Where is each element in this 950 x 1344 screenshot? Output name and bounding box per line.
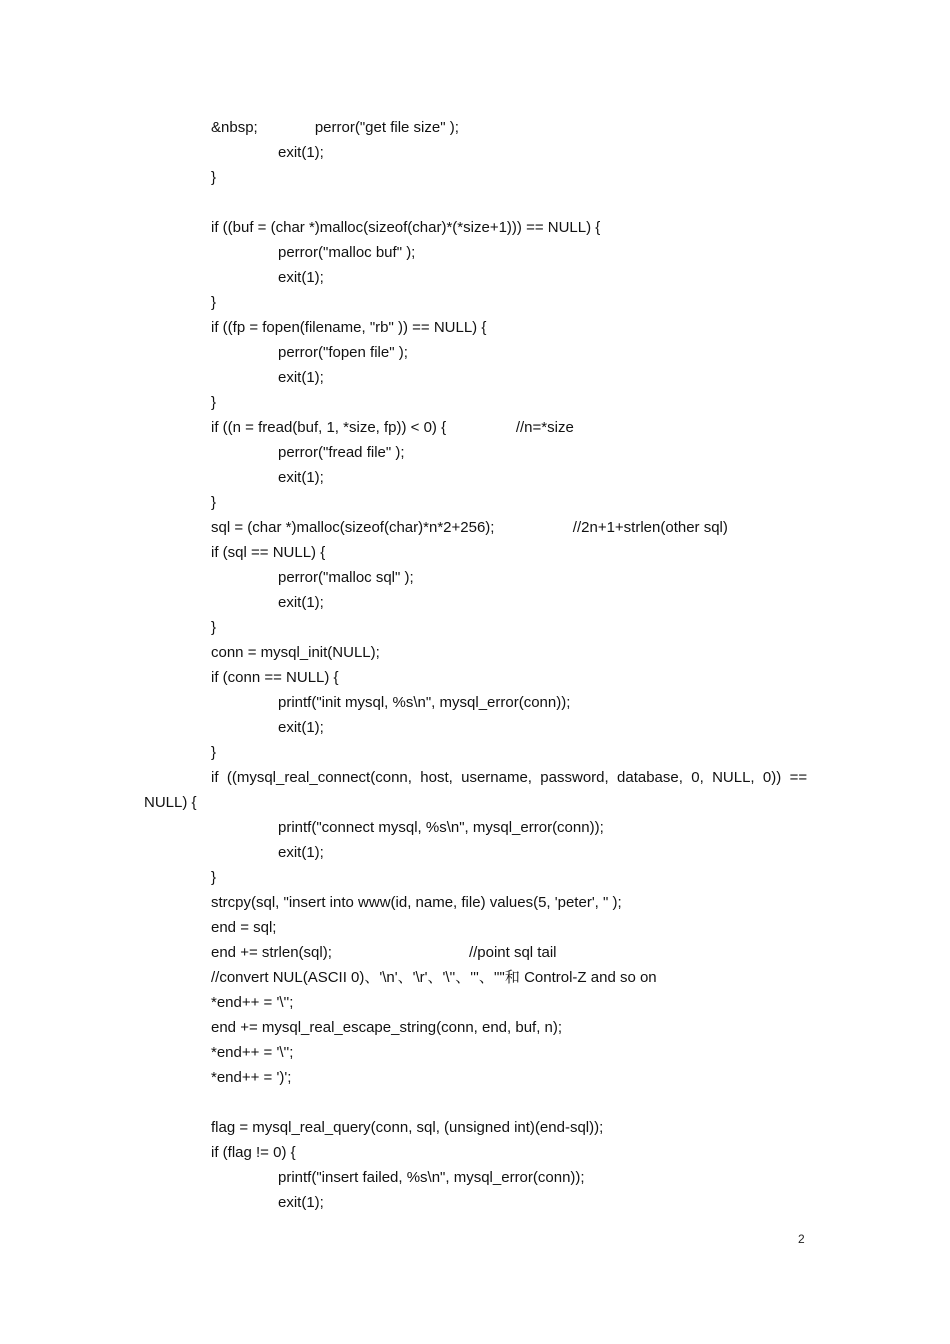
code-text: strcpy(sql, "insert into www(id, name, file) values(5, 'peter', " ); — [211, 894, 622, 911]
code-text: } — [211, 744, 217, 761]
code-text: *end++ = ')'; — [211, 1069, 292, 1086]
code-text: printf("insert failed, %s\n", mysql_error(conn)); — [278, 1169, 585, 1186]
code-text: perror("fread file" ); — [278, 444, 405, 461]
code-text: } — [211, 294, 217, 311]
code-line — [0, 740, 950, 765]
code-line — [0, 190, 950, 215]
code-comment: perror("get file size" ); — [314, 119, 459, 136]
code-text: exit(1); — [278, 594, 324, 611]
page-number: 2 — [798, 1232, 805, 1246]
code-text: *end++ = '\''; — [211, 1044, 294, 1061]
code-text: if ((buf = (char *)malloc(sizeof(char)*(*size+1))) == NULL) { — [211, 219, 601, 236]
code-line — [0, 815, 950, 840]
code-line — [0, 715, 950, 740]
code-text: exit(1); — [278, 469, 324, 486]
code-text: *end++ = '\''; — [211, 994, 294, 1011]
code-text: //convert NUL(ASCII 0)、'\n'、'\r'、'\''、'''、'"'和 Control-Z and so on — [211, 969, 657, 986]
code-line — [0, 765, 950, 790]
code-text: exit(1); — [278, 144, 324, 161]
code-line — [0, 1015, 950, 1040]
code-line — [0, 440, 950, 465]
code-line — [0, 615, 950, 640]
code-text: perror("fopen file" ); — [278, 344, 408, 361]
code-line — [0, 665, 950, 690]
code-line — [0, 1140, 950, 1165]
code-line — [0, 240, 950, 265]
code-text: perror("malloc buf" ); — [278, 244, 416, 261]
code-line — [0, 1040, 950, 1065]
code-line — [0, 640, 950, 665]
code-line — [0, 890, 950, 915]
code-text: } — [211, 494, 217, 511]
code-text: exit(1); — [278, 1194, 324, 1211]
code-line — [0, 1115, 950, 1140]
code-line — [0, 390, 950, 415]
code-line — [0, 790, 950, 815]
code-text: flag = mysql_real_query(conn, sql, (unsigned int)(end-sql)); — [211, 1119, 604, 1136]
code-text: printf("connect mysql, %s\n", mysql_error(conn)); — [278, 819, 604, 836]
code-line — [0, 115, 950, 140]
code-line — [0, 365, 950, 390]
code-line — [0, 1165, 950, 1190]
code-line — [0, 865, 950, 890]
code-text: perror("malloc sql" ); — [278, 569, 414, 586]
code-text: exit(1); — [278, 269, 324, 286]
code-text: end = sql; — [211, 919, 277, 936]
code-comment: //point sql tail — [468, 944, 557, 961]
code-line — [0, 415, 950, 440]
code-text: printf("init mysql, %s\n", mysql_error(conn)); — [278, 694, 571, 711]
code-line — [0, 540, 950, 565]
code-line — [0, 990, 950, 1015]
code-text: } — [211, 169, 217, 186]
code-comment: //n=*size — [515, 419, 574, 436]
code-text: exit(1); — [278, 844, 324, 861]
code-line — [0, 690, 950, 715]
code-text: end += mysql_real_escape_string(conn, end, buf, n); — [211, 1019, 563, 1036]
code-text: end += strlen(sql); — [211, 944, 332, 961]
code-text: } — [211, 394, 217, 411]
code-line — [0, 840, 950, 865]
code-line — [0, 265, 950, 290]
code-line — [0, 1190, 950, 1215]
code-text: conn = mysql_init(NULL); — [211, 644, 380, 661]
code-line — [0, 515, 950, 540]
code-line — [0, 1065, 950, 1090]
code-line — [0, 140, 950, 165]
code-line — [0, 590, 950, 615]
code-line — [0, 290, 950, 315]
code-text: if ((mysql_real_connect(conn, host, username, password, database, 0, NULL, 0)) == — [211, 769, 808, 786]
code-line — [0, 965, 950, 990]
code-text: exit(1); — [278, 719, 324, 736]
code-line — [0, 940, 950, 965]
code-line — [0, 565, 950, 590]
code-line — [0, 915, 950, 940]
code-text: &nbsp; — [211, 119, 258, 136]
code-text: if ((n = fread(buf, 1, *size, fp)) < 0) { — [211, 419, 447, 436]
code-line — [0, 490, 950, 515]
code-line — [0, 465, 950, 490]
code-text: } — [211, 869, 217, 886]
code-comment: //2n+1+strlen(other sql) — [572, 519, 728, 536]
code-line — [0, 315, 950, 340]
code-line — [0, 165, 950, 190]
code-text: exit(1); — [278, 369, 324, 386]
code-text: } — [211, 619, 217, 636]
code-text: if (sql == NULL) { — [211, 544, 326, 561]
code-line — [0, 1090, 950, 1115]
code-text: NULL) { — [144, 794, 197, 811]
code-text: if (conn == NULL) { — [211, 669, 339, 686]
code-line — [0, 215, 950, 240]
code-line — [0, 340, 950, 365]
code-text: if (flag != 0) { — [211, 1144, 296, 1161]
code-text: if ((fp = fopen(filename, "rb" )) == NULL) { — [211, 319, 487, 336]
code-text: sql = (char *)malloc(sizeof(char)*n*2+256); — [211, 519, 495, 536]
